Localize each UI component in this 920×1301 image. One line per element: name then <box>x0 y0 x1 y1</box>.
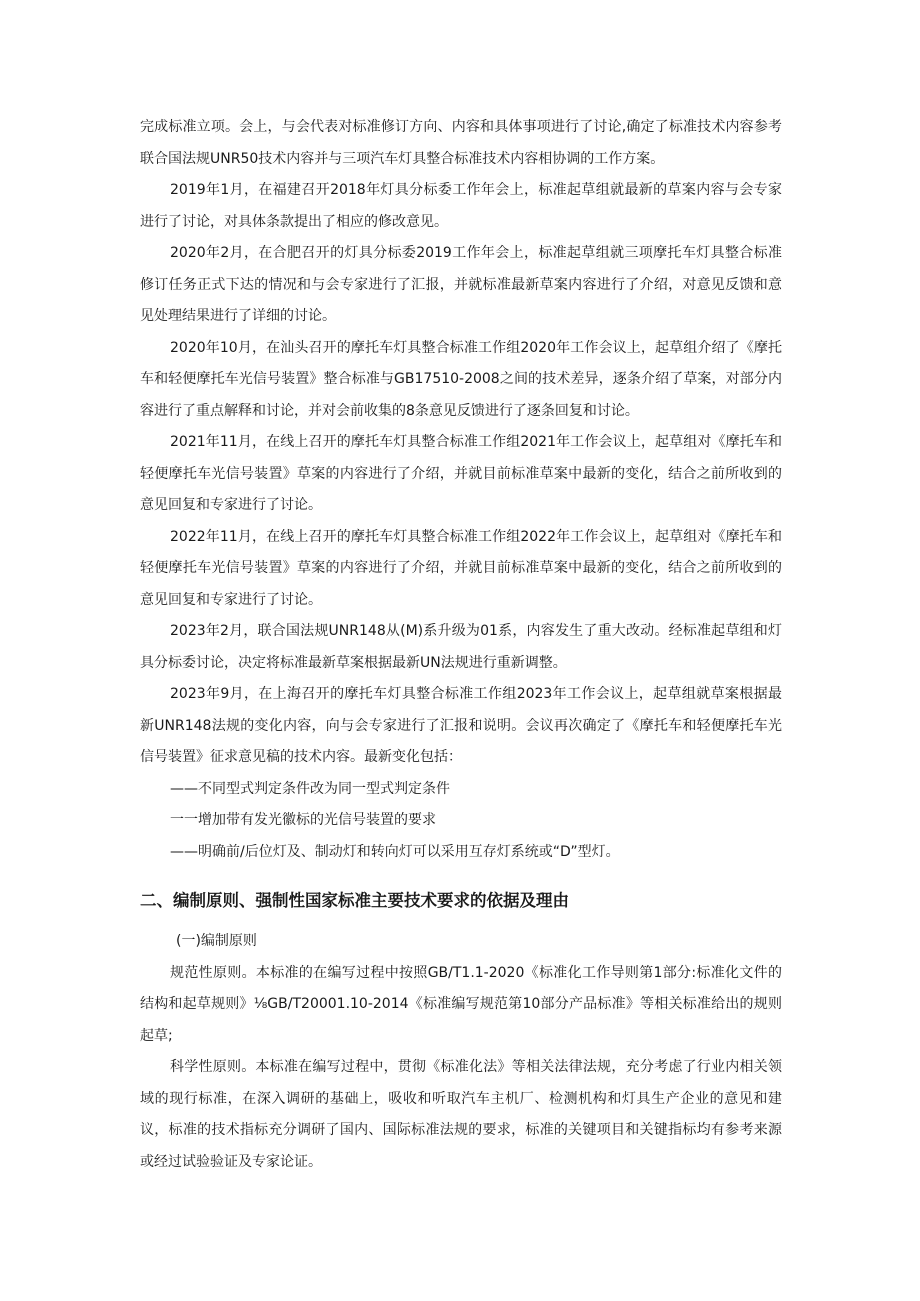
paragraph-2023-02: 2023年2月，联合国法规UNR148从(M)系升级为01系，内容发生了重大改动。经标准起草组和灯具分标委讨论，决定将标准最新草案根据最新UN法规进行重新调整。 <box>140 623 782 671</box>
paragraph-2023-09: 2023年9月，在上海召开的摩托车灯具整合标准工作组2023年工作会议上，起草组就草案根据最新UNR148法规的变化内容，向与会专家进行了汇报和说明。会议再次确定了《摩托车和轻便摩托车光信号装置》征求意见稿的技术内容。最新变化包括： <box>140 686 782 765</box>
paragraph-scientific-principle: 科学性原则。本标准在编写过程中，贯彻《标准化法》等相关法律法规，充分考虑了行业内相关领域的现行标准，在深入调研的基础上，吸收和听取汽车主机厂、检测机构和灯具生产企业的意见和建议，标准的技术指标充分调研了国内、国际标准法规的要求，标准的关键项目和关键指标均有参考来源或经过试验验证及专家论证。 <box>140 1059 782 1170</box>
paragraph-2020-02: 2020年2月，在合肥召开的灯具分标委2019工作年会上，标准起草组就三项摩托车灯具整合标准修订任务正式下达的情况和与会专家进行了汇报，并就标准最新草案内容进行了介绍，对意见反馈和意见处理结果进行了详细的讨论。 <box>140 245 782 324</box>
paragraph-project-approval: 完成标准立项。会上，与会代表对标准修订方向、内容和具体事项进行了讨论,确定了标准技术内容参考联合国法规UNR50技术内容并与三项汽车灯具整合标准技术内容相协调的工作方案。 <box>140 119 782 167</box>
sub-heading: (一)编制原则 <box>176 933 257 949</box>
paragraph-2019-01: 2019年1月，在福建召开2018年灯具分标委工作年会上，标准起草组就最新的草案内容与会专家进行了讨论，对具体条款提出了相应的修改意见。 <box>140 182 782 230</box>
change-item: ——不同型式判定条件改为同一型式判定条件 <box>170 780 450 797</box>
paragraph-2022-11: 2022年11月，在线上召开的摩托车灯具整合标准工作组2022年工作会议上，起草组对《摩托车和轻便摩托车光信号装置》草案的内容进行了介绍，并就目前标准草案中最新的变化，结合之前所收到的意见回复和专家进行了讨论。 <box>140 528 782 608</box>
paragraph-normative-principle: 规范性原则。本标准的在编写过程中按照GB/T1.1-2020《标准化工作导则第1部分:标准化文件的结构和起草规则》⅛GB/T20001.10-2014《标准编写规范第10部分产品标准》等相关标准给出的规则起草; <box>140 964 782 1044</box>
change-item: 一一增加带有发光徽标的光信号装置的要求 <box>170 812 436 828</box>
paragraph-2020-10: 2020年10月，在汕头召开的摩托车灯具整合标准工作组2020年工作会议上，起草组介绍了《摩托车和轻便摩托车光信号装置》整合标准与GB17510-2008之间的技术差异，逐条介绍了草案，对部分内容进行了重点解释和讨论，并对会前收集的8条意见反馈进行了逐条回复和讨论。 <box>140 339 782 419</box>
document-page <box>140 112 782 1178</box>
change-item: ——明确前/后位灯及、制动灯和转向灯可以采用互存灯系统或“D”型灯。 <box>170 843 620 860</box>
section-heading: 二、编制原则、强制性国家标准主要技术要求的依据及理由 <box>140 891 569 910</box>
paragraph-2021-11: 2021年11月，在线上召开的摩托车灯具整合标准工作组2021年工作会议上，起草组对《摩托车和轻便摩托车光信号装置》草案的内容进行了介绍，并就目前标准草案中最新的变化，结合之前所收到的意见回复和专家进行了讨论。 <box>140 434 782 513</box>
